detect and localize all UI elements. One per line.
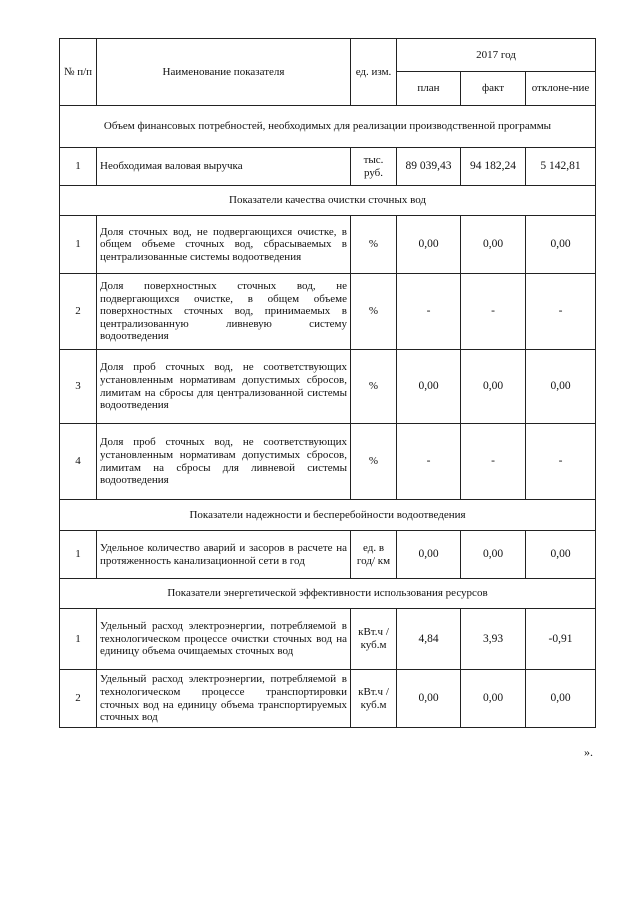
row-name: Необходимая валовая выручка	[97, 148, 351, 186]
row-fact: 94 182,24	[461, 148, 526, 186]
row-fact: -	[461, 424, 526, 500]
row-number: 2	[60, 274, 97, 350]
row-unit: %	[351, 216, 397, 274]
row-number: 2	[60, 670, 97, 728]
row-unit: %	[351, 350, 397, 424]
row-name: Доля проб сточных вод, не соответствующих установленным нормативам допустимых сбросов, лимитам на сбросы для централизованной системы водоотведения	[97, 350, 351, 424]
row-unit: тыс. руб.	[351, 148, 397, 186]
row-name: Доля проб сточных вод, не соответствующих установленным нормативам допустимых сбросов, лимитам на сбросы для ливневой системы водоотведения	[97, 424, 351, 500]
row-number: 1	[60, 216, 97, 274]
row-number: 1	[60, 609, 97, 670]
table-row	[60, 609, 596, 670]
section-header-row	[60, 579, 596, 609]
table-row	[60, 424, 596, 500]
row-number: 1	[60, 148, 97, 186]
row-plan: -	[397, 424, 461, 500]
row-deviation: -	[526, 424, 596, 500]
section-title: Показатели надежности и бесперебойности водоотведения	[60, 500, 596, 531]
row-fact: 0,00	[461, 670, 526, 728]
section-title: Показатели энергетической эффективности использования ресурсов	[60, 579, 596, 609]
row-unit: ед. в год/ км	[351, 531, 397, 579]
row-number: 3	[60, 350, 97, 424]
row-fact: -	[461, 274, 526, 350]
row-name: Удельное количество аварий и засоров в расчете на протяженность канализационной сети в год	[97, 531, 351, 579]
header-year: 2017 год	[397, 39, 596, 72]
row-plan: -	[397, 274, 461, 350]
row-deviation: 5 142,81	[526, 148, 596, 186]
table-row	[60, 670, 596, 728]
row-number: 1	[60, 531, 97, 579]
row-deviation: 0,00	[526, 531, 596, 579]
row-deviation: 0,00	[526, 350, 596, 424]
section-header-row	[60, 500, 596, 531]
row-deviation: 0,00	[526, 216, 596, 274]
row-unit: кВт.ч / куб.м	[351, 670, 397, 728]
row-plan: 0,00	[397, 670, 461, 728]
row-plan: 0,00	[397, 531, 461, 579]
header-name: Наименование показателя	[97, 39, 351, 106]
header-num: № п/п	[60, 39, 97, 106]
header-unit: ед. изм.	[351, 39, 397, 106]
row-number: 4	[60, 424, 97, 500]
row-plan: 0,00	[397, 216, 461, 274]
table-row	[60, 148, 596, 186]
row-name: Доля сточных вод, не подвергающихся очистке, в общем объеме сточных вод, сбрасываемых в централизованные системы водоотведения	[97, 216, 351, 274]
row-plan: 89 039,43	[397, 148, 461, 186]
section-title: Показатели качества очистки сточных вод	[60, 186, 596, 216]
row-name: Удельный расход электроэнергии, потребляемой в технологическом процессе транспортировки сточных вод на единицу объема транспортируемых сточных вод	[97, 670, 351, 728]
row-name: Доля поверхностных сточных вод, не подвергающихся очистке, в общем объеме поверхностных сточных вод, принимаемых в централизованную ливневую систему водоотведения	[97, 274, 351, 350]
row-fact: 0,00	[461, 350, 526, 424]
section-header-row	[60, 106, 596, 148]
table-row	[60, 216, 596, 274]
row-plan: 0,00	[397, 350, 461, 424]
row-deviation: -0,91	[526, 609, 596, 670]
header-fact: факт	[461, 72, 526, 106]
row-unit: %	[351, 424, 397, 500]
row-deviation: 0,00	[526, 670, 596, 728]
section-title: Объем финансовых потребностей, необходимых для реализации производственной программы	[60, 106, 596, 148]
row-name: Удельный расход электроэнергии, потребляемой в технологическом процессе очистки сточных вод на единицу объема очищаемых сточных вод	[97, 609, 351, 670]
closing-quote-mark: ».	[584, 745, 593, 759]
table-row	[60, 350, 596, 424]
row-unit: %	[351, 274, 397, 350]
row-fact: 0,00	[461, 531, 526, 579]
table-row	[60, 274, 596, 350]
row-fact: 0,00	[461, 216, 526, 274]
row-plan: 4,84	[397, 609, 461, 670]
row-deviation: -	[526, 274, 596, 350]
header-deviation: отклоне-ние	[526, 72, 596, 106]
row-unit: кВт.ч / куб.м	[351, 609, 397, 670]
indicators-table	[59, 38, 596, 728]
section-header-row	[60, 186, 596, 216]
header-plan: план	[397, 72, 461, 106]
table-row	[60, 531, 596, 579]
row-fact: 3,93	[461, 609, 526, 670]
